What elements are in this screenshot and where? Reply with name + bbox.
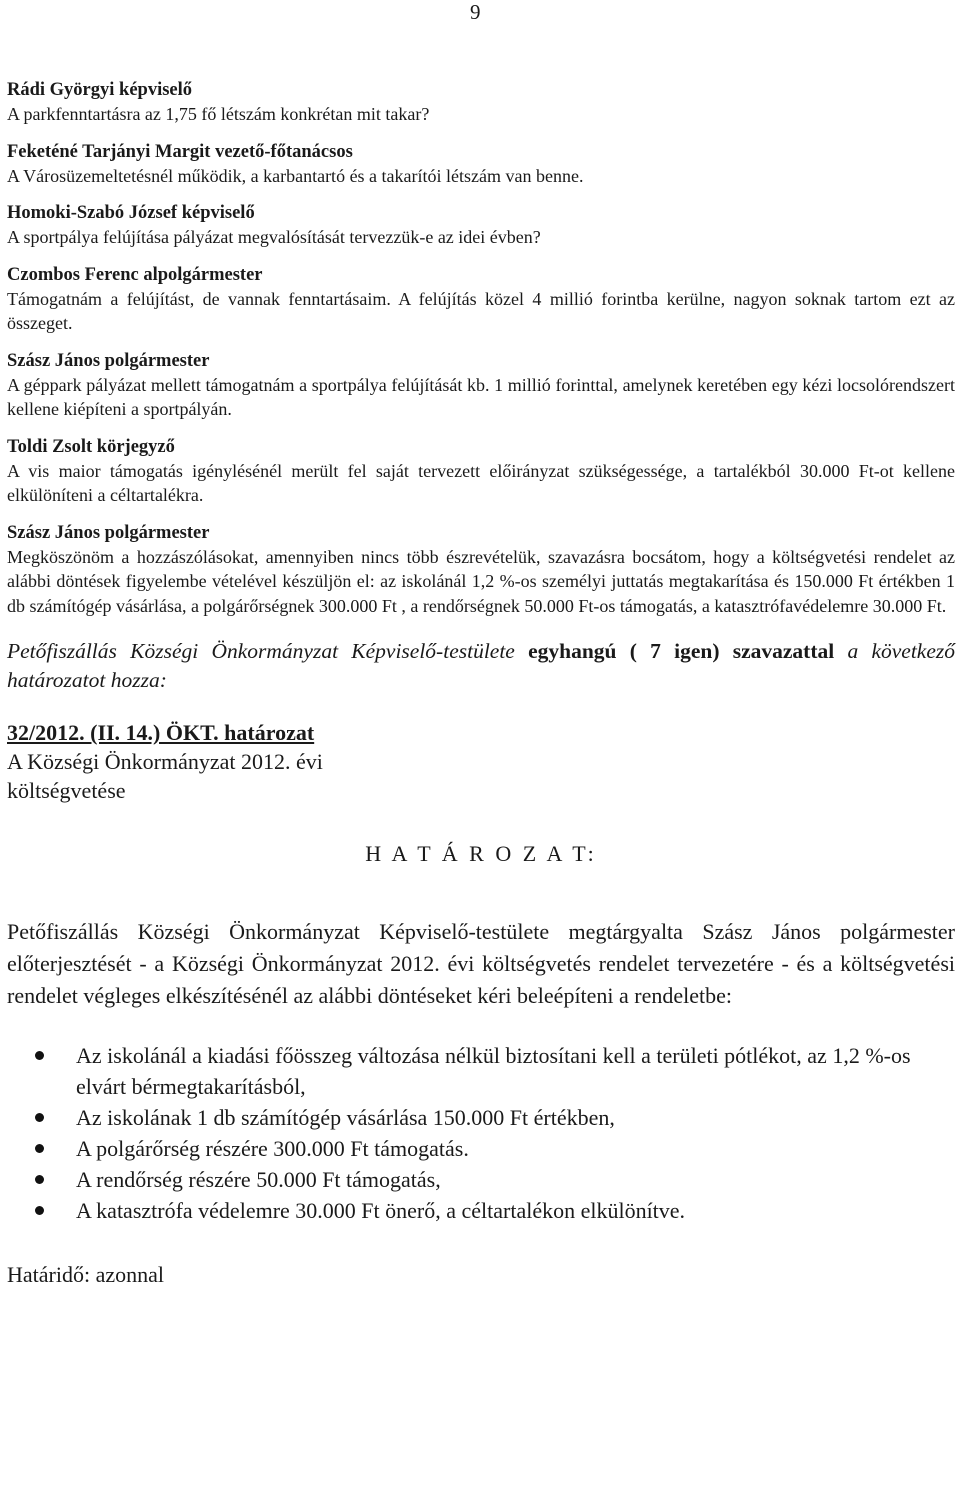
list-item xyxy=(7,1102,955,1133)
speech-text: A Városüzemeltetésnél működik, a karbantartó és a takarítói létszám van benne. xyxy=(7,165,584,186)
speech-entry xyxy=(7,78,955,127)
list-item xyxy=(7,1195,955,1226)
decision-text: A rendőrség részére 50.000 Ft támogatás, xyxy=(76,1167,441,1192)
document-body xyxy=(7,78,955,1290)
speech-text: A vis maior támogatás igénylésénél merült fel saját tervezett előirányzat szükségessége, a tartalékból 30.000 Ft-ot kellene elkülöníteni a céltartalékra. xyxy=(7,460,955,505)
bullet-icon xyxy=(35,1113,44,1122)
bullet-icon xyxy=(35,1051,44,1060)
speaker-name: Homoki-Szabó József képviselő xyxy=(7,203,255,223)
resolution-subject: A Községi Önkormányzat 2012. évi xyxy=(7,749,323,774)
speaker-name: Szász János polgármester xyxy=(7,522,210,543)
vote-closing: a következő határozatot hozza: xyxy=(7,639,956,692)
decision-text: A katasztrófa védelemre 30.000 Ft önerő, a céltartalékon elkülönítve. xyxy=(76,1198,686,1223)
speech-text: A sportpálya felújítása pályázat megvalósítását tervezzük-e az idei évben? xyxy=(7,227,541,247)
speech-entry xyxy=(7,140,955,189)
speech-entry xyxy=(7,201,955,250)
vote-statement xyxy=(7,637,955,695)
list-item xyxy=(7,1040,955,1102)
list-item xyxy=(7,1164,955,1195)
page-number: 9 xyxy=(470,0,481,24)
council-name: Petőfiszállás Községi Önkormányzat Képviselő-testülete xyxy=(7,639,515,663)
speaker-name: Feketéné Tarjányi Margit vezető-főtanácsos xyxy=(7,141,353,162)
speech-text: Megköszönöm a hozzászólásokat, amennyiben nincs több észrevételük, szavazásra bocsátom, hogy a költségvetési rendelet az alábbi döntések figyelembe vételével készüljön el: az iskolánál 1,2 %-os személyi juttatás megtakarítása és 150.000 Ft értékben 1 db számítógép vásárlása, a polgárőrségnek 300.000 Ft , a rendőrségnek 50.000 Ft-os támogatás, a katasztrófavédelemre 30.000 Ft. xyxy=(7,546,955,616)
decision-text: Az iskolánál a kiadási főösszeg változása nélkül biztosítani kell a területi pótlékot, az 1,2 %-os elvárt bérmegtakarításból, xyxy=(76,1043,911,1099)
decision-text: Az iskolának 1 db számítógép vásárlása 150.000 Ft értékben, xyxy=(76,1105,615,1130)
speech-entry xyxy=(7,263,955,336)
speaker-name: Rádi Györgyi képviselő xyxy=(7,80,193,100)
speech-text: A géppark pályázat mellett támogatnám a sportpálya felújítását kb. 1 millió forinttal, amelynek keretében egy kézi locsolórendszert kellene kiépíteni a sportpályán. xyxy=(7,374,955,419)
bullet-icon xyxy=(35,1175,44,1184)
deadline: Határidő: azonnal xyxy=(7,1262,164,1287)
speaker-name: Szász János polgármester xyxy=(7,350,210,371)
speech-entry xyxy=(7,521,955,619)
list-item xyxy=(7,1133,955,1164)
resolution-subject: költségvetése xyxy=(7,778,126,803)
decision-text: A polgárőrség részére 300.000 Ft támogatás. xyxy=(76,1136,469,1161)
speech-text: A parkfenntartásra az 1,75 fő létszám konkrétan mit takar? xyxy=(7,104,430,124)
resolution-number: 32/2012. (II. 14.) ÖKT. határozat xyxy=(7,720,315,745)
resolution-body: Petőfiszállás Községi Önkormányzat Képviselő-testülete megtárgyalta Szász János polgármester előterjesztését - a Községi Önkormányzat 2012. évi költségvetés rendelet tervezetére - és a költségvetési rendelet végleges elkészítésénél az alábbi döntéseket kéri beleépíteni a rendeletbe: xyxy=(7,919,955,1008)
vote-result: egyhangú ( 7 igen) szavazattal xyxy=(528,639,835,663)
speech-entry xyxy=(7,435,955,508)
speaker-name: Czombos Ferenc alpolgármester xyxy=(7,264,263,285)
bullet-icon xyxy=(35,1144,44,1153)
decision-list xyxy=(7,1040,955,1226)
speaker-name: Toldi Zsolt körjegyző xyxy=(7,436,175,457)
speech-entry xyxy=(7,349,955,422)
speech-text: Támogatnám a felújítást, de vannak fenntartásaim. A felújítás közel 4 millió forintba kerülne, nagyon soknak tartom ezt az összeget. xyxy=(7,288,955,333)
bullet-icon xyxy=(35,1206,44,1215)
resolution-title: H A T Á R O Z A T: xyxy=(365,841,597,866)
